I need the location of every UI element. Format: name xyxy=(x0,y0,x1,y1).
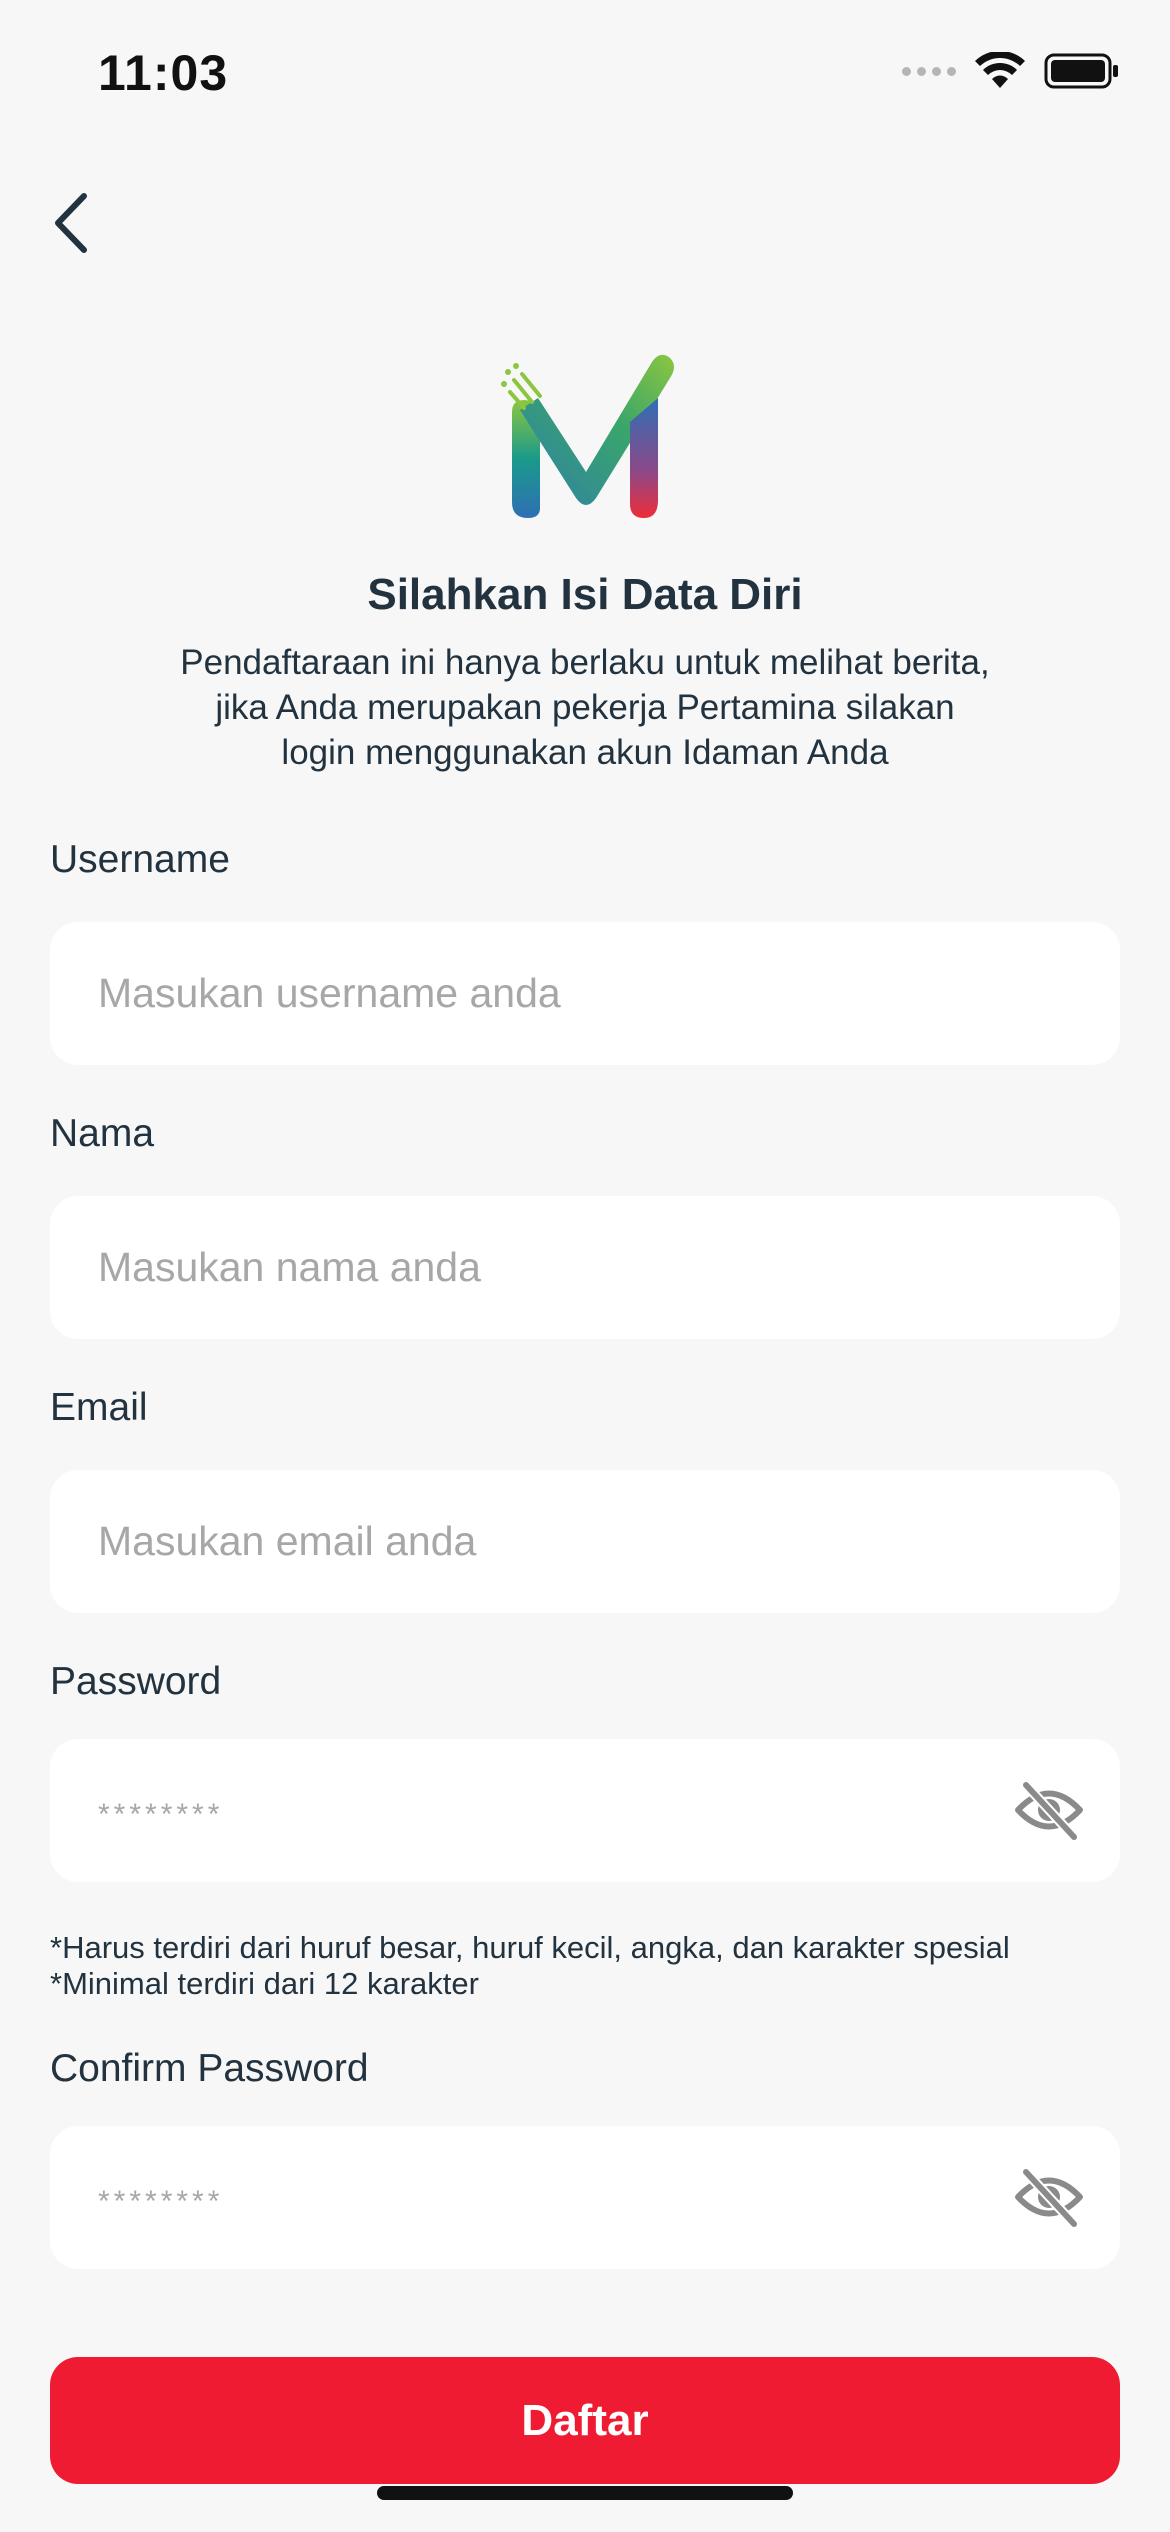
chevron-left-icon xyxy=(48,190,92,256)
subtitle-line: jika Anda merupakan pekerja Pertamina silakan xyxy=(215,688,955,727)
username-input[interactable] xyxy=(98,922,998,1065)
password-input[interactable] xyxy=(98,1739,918,1882)
username-label: Username xyxy=(50,838,230,881)
password-field-container xyxy=(50,1739,1120,1882)
cellular-signal-icon xyxy=(902,67,956,76)
nama-label: Nama xyxy=(50,1112,155,1155)
subtitle-line: Pendaftaraan ini hanya berlaku untuk melihat berita, xyxy=(180,643,990,682)
password-label: Password xyxy=(50,1660,222,1703)
page-title: Silahkan Isi Data Diri xyxy=(367,570,803,619)
confirm-password-field-container xyxy=(50,2126,1120,2269)
email-input[interactable] xyxy=(98,1470,998,1613)
status-time: 11:03 xyxy=(98,45,229,101)
status-icons xyxy=(902,52,1120,90)
confirm-password-input[interactable] xyxy=(98,2126,918,2269)
password-hint: *Minimal terdiri dari 12 karakter xyxy=(50,1966,479,2001)
page-subtitle xyxy=(85,640,1085,775)
home-indicator xyxy=(377,2486,793,2500)
battery-icon xyxy=(1044,52,1120,90)
nama-field-container xyxy=(50,1196,1120,1339)
eye-slash-icon[interactable] xyxy=(1014,1779,1084,1841)
password-hints xyxy=(50,1930,1010,2002)
nama-input[interactable] xyxy=(98,1196,998,1339)
username-field-container xyxy=(50,922,1120,1065)
confirm-password-label: Confirm Password xyxy=(50,2047,369,2090)
email-field-container xyxy=(50,1470,1120,1613)
eye-slash-icon[interactable] xyxy=(1014,2166,1084,2228)
m-brand-logo xyxy=(500,340,675,525)
wifi-icon xyxy=(974,52,1026,90)
subtitle-line: login menggunakan akun Idaman Anda xyxy=(281,733,889,772)
email-label: Email xyxy=(50,1386,148,1429)
password-hint: *Harus terdiri dari huruf besar, huruf kecil, angka, dan karakter spesial xyxy=(50,1930,1010,1965)
back-button[interactable] xyxy=(40,188,100,258)
daftar-button[interactable]: Daftar xyxy=(50,2357,1120,2484)
status-bar xyxy=(0,0,1170,150)
